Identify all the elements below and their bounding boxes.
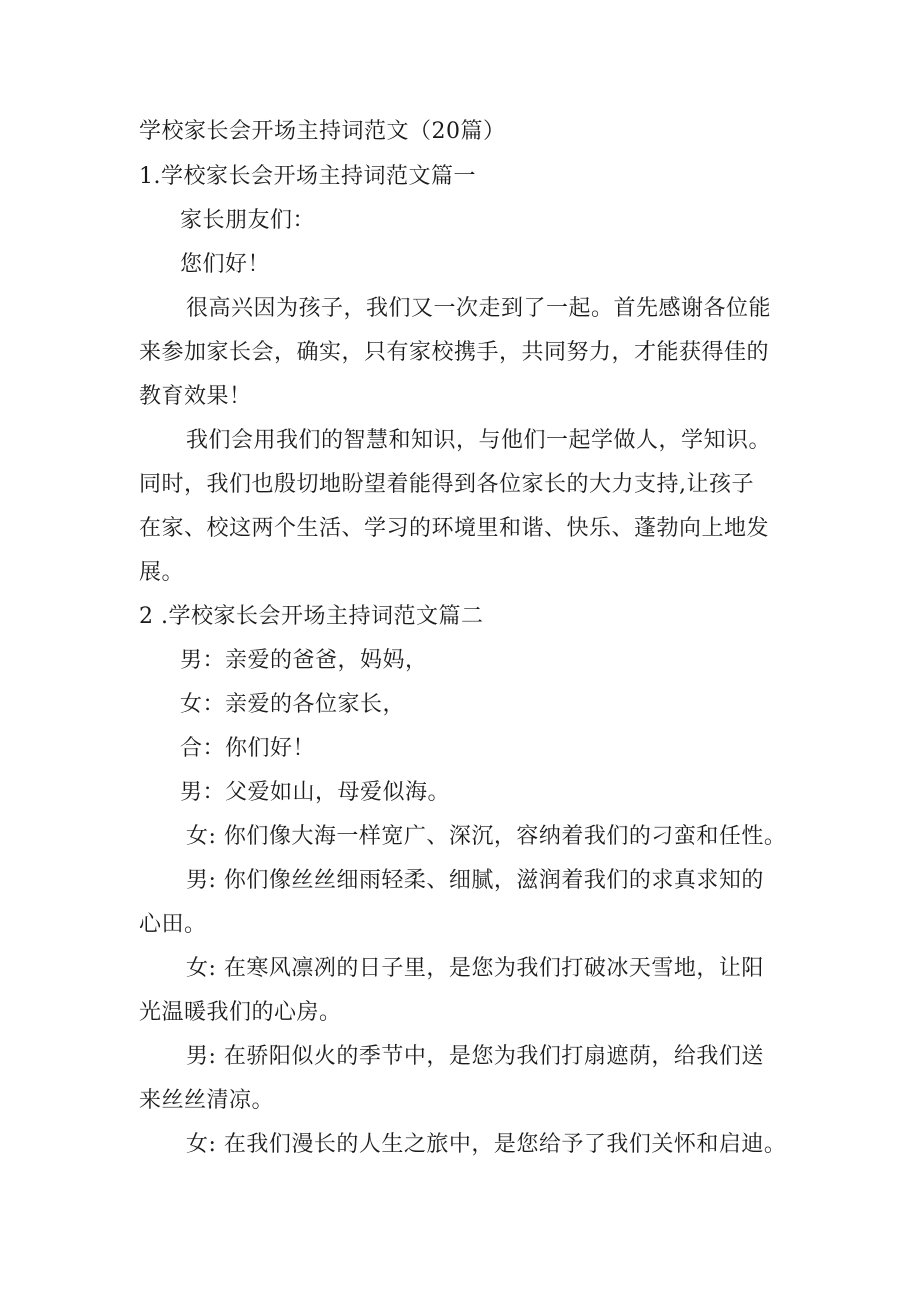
dialogue-line: 男：亲爱的爸爸，妈妈， [180,648,428,673]
section-heading: 2 .学校家长会开场主持词范文篇二 [139,604,484,629]
paragraph-line: 来参加家长会，确实，只有家校携手，共同努力，才能获得佳的 [139,340,770,365]
dialogue-line: 光温暖我们的心房。 [139,1000,342,1025]
dialogue-line: 男: 你们像丝丝细雨轻柔、细腻，滋润着我们的求真求知的 [186,868,764,893]
section-heading: 1.学校家长会开场主持词范文篇一 [139,164,476,189]
paragraph-line: 在家、校这两个生活、学习的环境里和谐、快乐、蓬勃向上地发 [139,516,770,541]
dialogue-line: 心田。 [139,912,207,937]
document-title: 学校家长会开场主持词范文（20篇） [139,119,506,144]
dialogue-line: 来丝丝清凉。 [139,1088,275,1113]
paragraph-line: 教育效果！ [139,384,252,409]
dialogue-line: 合：你们好！ [180,736,316,761]
paragraph-line: 我们会用我们的智慧和知识，与他们一起学做人，学知识。 [186,428,772,453]
dialogue-line: 女: 在寒风凛冽的日子里，是您为我们打破冰天雪地，让阳 [186,956,764,981]
paragraph-line: 您们好！ [180,252,271,277]
paragraph-line: 很高兴因为孩子，我们又一次走到了一起。首先感谢各位能 [186,296,772,321]
paragraph-line: 同时，我们也殷切地盼望着能得到各位家长的大力支持,让孩子 [139,472,754,497]
paragraph-line: 家长朋友们： [180,208,316,233]
dialogue-line: 男：父爱如山，母爱似海。 [180,780,451,805]
paragraph-line: 展。 [139,560,185,585]
dialogue-line: 女: 你们像大海一样宽广、深沉，容纳着我们的刁蛮和任性。 [186,824,787,849]
dialogue-line: 女: 在我们漫长的人生之旅中，是您给予了我们关怀和启迪。 [186,1132,787,1157]
dialogue-line: 男: 在骄阳似火的季节中，是您为我们打扇遮荫，给我们送 [186,1044,764,1069]
dialogue-line: 女：亲爱的各位家长， [180,692,406,717]
